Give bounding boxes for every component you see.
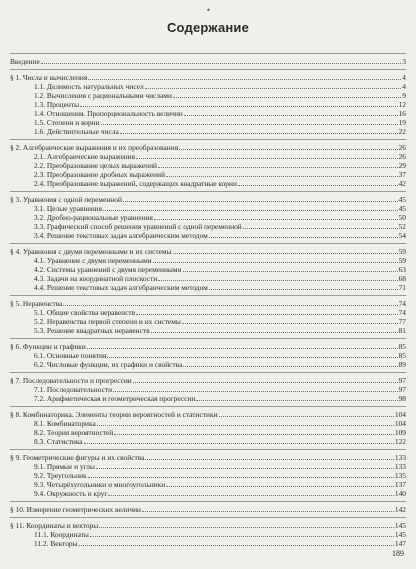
section-page: 97 [398, 376, 406, 385]
subsection-page: 98 [398, 394, 406, 403]
dot-leader [183, 366, 397, 367]
subsection-title: 11.2. Векторы [34, 539, 78, 548]
section-title: § 11. Координаты и векторы [10, 521, 99, 530]
subsection-title: 5.2. Неравенства первой степени и их системы [34, 317, 181, 326]
dot-leader [183, 271, 398, 272]
dot-leader [41, 63, 402, 64]
toc-subsection [10, 109, 406, 118]
subsection-title: 1.3. Проценты [34, 100, 80, 109]
section-divider [10, 501, 406, 502]
subsection-page: 74 [398, 308, 406, 317]
dot-leader [173, 253, 398, 254]
toc-subsection [10, 256, 406, 265]
section-title: § 5. Неравенства [10, 299, 63, 308]
section-page: 133 [394, 453, 406, 462]
subsection-title: 8.1. Комбинаторика [34, 419, 96, 428]
subsection-page: 97 [398, 385, 406, 394]
toc-subsection [10, 308, 406, 317]
section-title: § 6. Функции и графики [10, 342, 86, 351]
dot-leader [179, 149, 398, 150]
dot-leader [99, 527, 394, 528]
toc-section [10, 342, 406, 351]
section-page: 142 [394, 505, 406, 514]
section-divider [10, 243, 406, 244]
subsection-page: 85 [398, 351, 406, 360]
subsection-page: 71 [398, 283, 406, 292]
subsection-title: 4.4. Решение текстовых задач алгебраическим методом [34, 283, 208, 292]
toc-subsection [10, 351, 406, 360]
subsection-page: 81 [398, 326, 406, 335]
toc-subsection [10, 161, 406, 170]
dot-leader [136, 314, 398, 315]
subsection-page: 37 [398, 170, 406, 179]
toc-section [10, 143, 406, 152]
dot-leader [166, 486, 394, 487]
dot-leader [166, 176, 398, 177]
subsection-page: 19 [398, 118, 406, 127]
toc-subsection [10, 283, 406, 292]
subsection-title: 3.3. Графический способ решения уравнений с одной переменной [34, 222, 242, 231]
dot-leader [87, 348, 398, 349]
dot-leader [114, 434, 394, 435]
table-of-contents [10, 50, 406, 548]
toc-subsection [10, 213, 406, 222]
section-divider [10, 295, 406, 296]
toc-section [10, 57, 406, 66]
section-title: § 3. Уравнения с одной переменной [10, 195, 122, 204]
toc-subsection [10, 489, 406, 498]
subsection-title: 1.1. Делимость натуральных чисел [34, 82, 144, 91]
dot-leader [101, 124, 398, 125]
dot-leader [238, 185, 398, 186]
toc-subsection [10, 419, 406, 428]
subsection-title: 8.2. Теория вероятностей [34, 428, 114, 437]
subsection-page: 9 [402, 91, 406, 100]
dot-leader [182, 323, 398, 324]
dot-leader [153, 262, 398, 263]
subsection-title: 3.4. Решение текстовых задач алгебраическим методом [34, 231, 208, 240]
dot-leader [158, 280, 397, 281]
section-title: § 10. Измерение геометрических величин [10, 505, 141, 514]
toc-subsection [10, 152, 406, 161]
section-divider [10, 449, 406, 450]
toc-subsection [10, 100, 406, 109]
subsection-title: 4.3. Задачи на координатной плоскости [34, 274, 158, 283]
dot-leader [107, 357, 397, 358]
toc-subsection [10, 82, 406, 91]
toc-section [10, 247, 406, 256]
toc-subsection [10, 480, 406, 489]
subsection-page: 147 [394, 539, 406, 548]
section-divider [10, 406, 406, 407]
section-page: 3 [402, 57, 406, 66]
section-page: 74 [398, 299, 406, 308]
dot-leader [133, 382, 398, 383]
dot-leader [63, 305, 397, 306]
dot-leader [145, 88, 402, 89]
dot-leader [108, 495, 393, 496]
subsection-title: 9.4. Окружность и круг [34, 489, 108, 498]
subsection-title: 1.5. Степени и корни [34, 118, 100, 127]
toc-subsection [10, 265, 406, 274]
subsection-page: 29 [398, 161, 406, 170]
subsection-title: 11.1. Координаты [34, 530, 89, 539]
section-page: 45 [398, 195, 406, 204]
subsection-title: 2.3. Преобразование дробных выражений [34, 170, 165, 179]
subsection-page: 12 [398, 100, 406, 109]
subsection-page: 89 [398, 360, 406, 369]
subsection-title: 2.1. Алгебраические выражения [34, 152, 136, 161]
toc-subsection [10, 471, 406, 480]
section-divider [10, 191, 406, 192]
dot-leader [154, 219, 398, 220]
subsection-title: 5.1. Общие свойства неравенств [34, 308, 136, 317]
subsection-title: 1.6. Действительные числа [34, 127, 119, 136]
subsection-page: 45 [398, 204, 406, 213]
dot-leader [158, 167, 398, 168]
section-title: § 9. Геометрические фигуры и их свойства [10, 453, 145, 462]
section-page: 26 [398, 143, 406, 152]
subsection-page: 50 [398, 213, 406, 222]
page-number: 189 [392, 549, 404, 558]
section-divider [10, 372, 406, 373]
dot-leader [196, 400, 397, 401]
toc-subsection [10, 231, 406, 240]
toc-subsection [10, 274, 406, 283]
subsection-title: 5.3. Решение квадратных неравенств [34, 326, 150, 335]
subsection-page: 59 [398, 256, 406, 265]
subsection-title: 1.2. Вычисления с рациональными числами [34, 91, 172, 100]
toc-section [10, 505, 406, 514]
toc-subsection [10, 360, 406, 369]
dot-leader [88, 79, 401, 80]
dot-leader [145, 459, 394, 460]
subsection-page: 4 [402, 82, 406, 91]
subsection-page: 137 [394, 480, 406, 489]
dot-leader [80, 106, 398, 107]
section-page: 4 [402, 73, 406, 82]
subsection-page: 140 [394, 489, 406, 498]
subsection-page: 104 [394, 419, 406, 428]
toc-subsection [10, 530, 406, 539]
subsection-title: 9.3. Четырёхугольники и многоугольники [34, 480, 166, 489]
subsection-page: 68 [398, 274, 406, 283]
toc-section [10, 299, 406, 308]
toc-subsection [10, 204, 406, 213]
toc-subsection [10, 462, 406, 471]
subsection-page: 63 [398, 265, 406, 274]
page-title: Содержание [166, 20, 250, 35]
toc-subsection [10, 222, 406, 231]
subsection-page: 54 [398, 231, 406, 240]
subsection-title: 9.2. Треугольник [34, 471, 87, 480]
section-title: § 1. Числа и вычисления [10, 73, 88, 82]
dot-leader [184, 115, 398, 116]
toc-subsection [10, 394, 406, 403]
subsection-title: 3.2. Дробно-рациональные уравнения [34, 213, 153, 222]
subsection-title: 2.4. Преобразование выражений, содержащих квадратные корни [34, 179, 237, 188]
dot-leader [209, 289, 398, 290]
section-divider [10, 53, 406, 54]
section-title: § 8. Комбинаторика. Элементы теории вероятностей и статистики [10, 410, 218, 419]
subsection-page: 77 [398, 317, 406, 326]
subsection-title: 6.1. Основные понятия [34, 351, 107, 360]
header-mark: • [206, 6, 211, 15]
subsection-page: 22 [398, 127, 406, 136]
toc-subsection [10, 91, 406, 100]
subsection-title: 1.4. Отношения. Пропорциональность величин [34, 109, 183, 118]
subsection-title: 3.1. Целые уравнения [34, 204, 103, 213]
toc-subsection [10, 170, 406, 179]
dot-leader [88, 477, 394, 478]
subsection-title: 8.3. Статистика [34, 437, 83, 446]
dot-leader [103, 210, 398, 211]
section-title: Введение [10, 57, 40, 66]
toc-section [10, 453, 406, 462]
subsection-page: 52 [398, 222, 406, 231]
section-page: 59 [398, 247, 406, 256]
section-divider [10, 517, 406, 518]
dot-leader [120, 133, 398, 134]
dot-leader [84, 443, 394, 444]
toc-subsection [10, 127, 406, 136]
subsection-page: 133 [394, 462, 406, 471]
section-page: 145 [394, 521, 406, 530]
dot-leader [90, 536, 394, 537]
subsection-page: 122 [394, 437, 406, 446]
toc-section [10, 376, 406, 385]
subsection-title: 4.1. Уравнение с двумя переменными [34, 256, 152, 265]
subsection-title: 2.2. Преобразование целых выражений [34, 161, 157, 170]
toc-subsection [10, 539, 406, 548]
dot-leader [151, 332, 398, 333]
dot-leader [97, 425, 394, 426]
dot-leader [173, 97, 401, 98]
subsection-page: 26 [398, 152, 406, 161]
section-divider [10, 69, 406, 70]
section-title: § 2. Алгебраические выражения и их преобразования [10, 143, 179, 152]
dot-leader [113, 391, 398, 392]
section-divider [10, 139, 406, 140]
toc-subsection [10, 428, 406, 437]
dot-leader [96, 468, 394, 469]
subsection-page: 135 [394, 471, 406, 480]
dot-leader [142, 511, 394, 512]
section-page: 85 [398, 342, 406, 351]
subsection-title: 6.2. Числовые функции, их графики и свойства [34, 360, 183, 369]
toc-subsection [10, 437, 406, 446]
toc-subsection [10, 118, 406, 127]
subsection-page: 145 [394, 530, 406, 539]
toc-section [10, 521, 406, 530]
subsection-title: 4.2. Системы уравнений с двумя переменными [34, 265, 182, 274]
toc-subsection [10, 385, 406, 394]
dot-leader [243, 228, 398, 229]
dot-leader [136, 158, 398, 159]
toc-section [10, 410, 406, 419]
subsection-page: 109 [394, 428, 406, 437]
section-divider [10, 338, 406, 339]
toc-section [10, 73, 406, 82]
subsection-title: 7.2. Арифметическая и геометрическая прогрессии [34, 394, 196, 403]
dot-leader [209, 237, 398, 238]
section-page: 104 [394, 410, 406, 419]
dot-leader [123, 201, 398, 202]
subsection-page: 42 [398, 179, 406, 188]
section-title: § 7. Последовательности и прогрессии [10, 376, 132, 385]
dot-leader [79, 545, 394, 546]
toc-section [10, 195, 406, 204]
section-title: § 4. Уравнения с двумя переменными и их системы [10, 247, 172, 256]
dot-leader [219, 416, 394, 417]
toc-subsection [10, 179, 406, 188]
subsection-title: 9.1. Прямые и углы [34, 462, 95, 471]
subsection-page: 16 [398, 109, 406, 118]
toc-subsection [10, 317, 406, 326]
toc-subsection [10, 326, 406, 335]
subsection-title: 7.1. Последовательности [34, 385, 113, 394]
